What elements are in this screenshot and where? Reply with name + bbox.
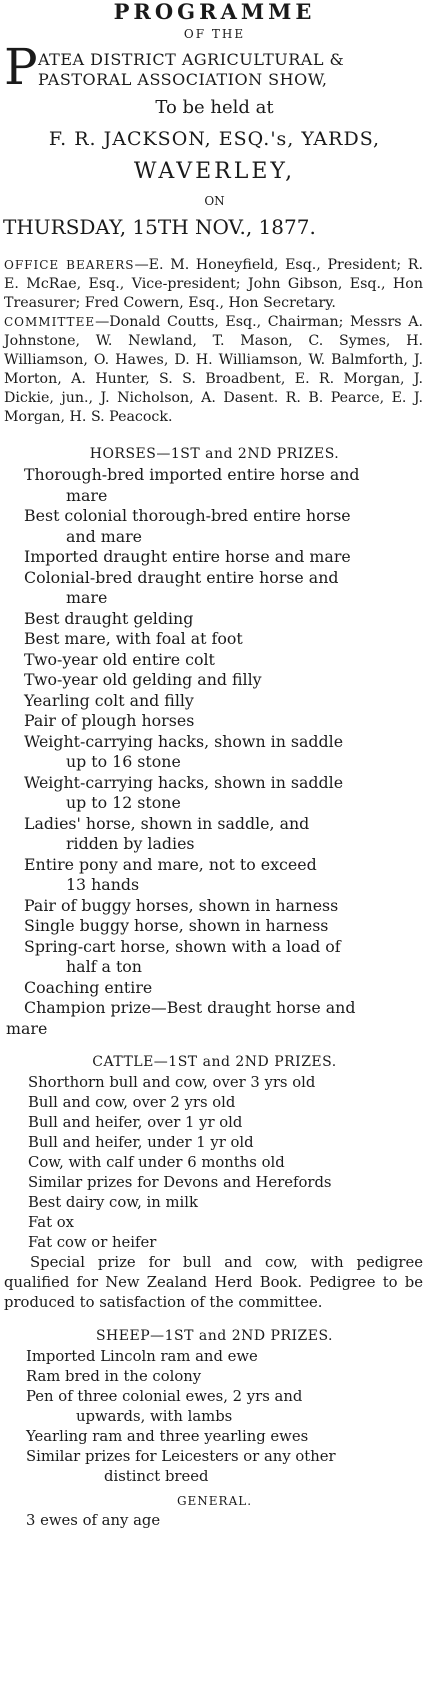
list-item-text: Best mare, with foal at foot [24, 629, 243, 648]
venue-line: F. R. JACKSON, ESQ.'s, YARDS, [48, 128, 381, 150]
list-item: Bull and heifer, over 1 yr old [28, 1114, 243, 1131]
list-item [0, 609, 421, 630]
drop-cap: P [4, 38, 38, 96]
list-item-continuation: mare [66, 485, 108, 505]
list-item [0, 629, 421, 650]
association-name [0, 38, 429, 96]
cattle-special-prize: Special prize for bull and cow, with pedigree qualified for New Zealand Herd Book. Pedigree to be produced to satisfaction of the committee. [4, 1254, 423, 1311]
list-item: Similar prizes for Devons and Herefords [28, 1174, 332, 1191]
of-the-line: OF THE [183, 27, 246, 41]
list-item [0, 998, 421, 1019]
horses-list [0, 465, 421, 1019]
list-item-continuation: and mare [66, 526, 143, 546]
list-item [0, 650, 421, 671]
sheep-list [0, 1347, 421, 1487]
list-item-continuation: distinct breed [104, 1468, 209, 1485]
office-bearers-text: —E. M. Honeyfield, Esq., President; R. E. McRae, Esq., Vice-president; John Gibson, Esq., Hon Treasurer; Fred Cowern, Esq., Hon Secretary. [4, 257, 424, 311]
list-item: Shorthorn bull and cow, over 3 yrs old [28, 1074, 316, 1091]
list-item-continuation: upwards, with lambs [76, 1408, 233, 1425]
horses-heading: HORSES—1ST and 2ND PRIZES. [89, 446, 340, 462]
list-item-continuation: up to 12 stone [66, 793, 181, 812]
list-item-text: Yearling ram and three yearling ewes [26, 1428, 309, 1445]
list-item-text: Pair of buggy horses, shown in harness [24, 895, 339, 915]
list-item-continuation: mare [66, 588, 108, 607]
list-item [0, 465, 421, 506]
list-item [0, 937, 421, 978]
list-item [0, 568, 421, 609]
list-item-text: Best colonial thorough-bred entire horse [24, 506, 351, 525]
list-item [0, 1447, 421, 1487]
list-item-text: Single buggy horse, shown in harness [24, 916, 329, 935]
held-at-line: To be held at [155, 97, 274, 118]
list-item-text: Ram bred in the colony [26, 1368, 202, 1385]
list-item [0, 855, 421, 896]
list-item [0, 547, 421, 568]
list-item [0, 711, 421, 732]
list-item [0, 732, 421, 773]
list-item-continuation: half a ton [66, 957, 142, 976]
office-bearers-label: OFFICE BEARERS [4, 258, 135, 272]
list-item: Cow, with calf under 6 months old [28, 1154, 285, 1171]
association-line-2: PASTORAL ASSOCIATION SHOW, [38, 70, 328, 89]
list-item [0, 814, 421, 855]
committee-paragraph [4, 313, 423, 427]
cattle-heading: CATTLE—1ST and 2ND PRIZES. [92, 1054, 337, 1070]
list-item-text: Entire pony and mare, not to exceed [24, 854, 317, 874]
list-item-text: Champion prize—Best draught horse and [24, 998, 356, 1017]
list-item-text: Weight-carrying hacks, shown in saddle [24, 772, 344, 792]
list-item [0, 691, 421, 712]
list-item: Best dairy cow, in milk [28, 1194, 198, 1211]
list-item [0, 1427, 421, 1447]
list-item: Fat cow or heifer [28, 1234, 157, 1251]
committee-label: COMMITTEE [4, 315, 96, 329]
association-line-1: ATEA DISTRICT AGRICULTURAL & [38, 50, 345, 69]
list-item: Fat ox [28, 1214, 74, 1231]
list-item-text: Colonial-bred draught entire horse and [24, 567, 339, 587]
list-item [0, 506, 421, 547]
list-item [0, 670, 421, 691]
event-date: THURSDAY, 15TH NOV., 1877. [3, 215, 316, 239]
sheep-heading: SHEEP—1ST and 2ND PRIZES. [95, 1328, 334, 1344]
programme-title: PROGRAMME [113, 0, 316, 24]
list-item [0, 978, 421, 999]
list-item [0, 916, 421, 937]
list-item-text: Ladies' horse, shown in saddle, and [24, 813, 310, 833]
list-item-text: Spring-cart horse, shown with a load of [24, 936, 341, 956]
list-item-text: Pen of three colonial ewes, 2 yrs and [26, 1388, 303, 1405]
general-heading: GENERAL. [176, 1494, 253, 1508]
list-item [0, 773, 421, 814]
list-item-continuation: ridden by ladies [66, 834, 195, 853]
committee-text: —Donald Coutts, Esq., Chairman; Messrs A. Johnstone, W. Newland, T. Mason, C. Symes, H. Williamson, O. Hawes, D. H. Williamson, W. Balmforth, J. Morton, A. Hunter, S. S. Broadbent, E. R. Morgan, J. Dickie, jun., J. Nicholson, A. Dasent. R. B. Pearce, E. J. Morgan, H. S. Peacock. [4, 314, 423, 425]
list-item-text: Imported draught entire horse and mare [24, 547, 351, 566]
list-item: Bull and heifer, under 1 yr old [28, 1134, 254, 1151]
list-item-text: Coaching entire [24, 977, 153, 997]
list-item-text: Yearling colt and filly [24, 690, 194, 710]
list-item-text: Similar prizes for Leicesters or any other [26, 1448, 336, 1465]
on-line: ON [204, 194, 225, 208]
list-item-text: Two-year old entire colt [24, 649, 215, 669]
list-item-text: Pair of plough horses [24, 711, 195, 730]
list-item-continuation: 13 hands [66, 875, 140, 894]
list-item-text: Best draught gelding [24, 608, 194, 628]
list-item-text: Thorough-bred imported entire horse and [24, 465, 360, 484]
list-item [0, 896, 421, 917]
list-item: Bull and cow, over 2 yrs old [28, 1094, 236, 1111]
list-item [0, 1367, 421, 1387]
list-item [0, 1387, 421, 1427]
list-item-text: Weight-carrying hacks, shown in saddle [24, 731, 344, 751]
list-item-text: Imported Lincoln ram and ewe [26, 1348, 258, 1365]
town-line: WAVERLEY, [133, 159, 296, 184]
general-list [0, 1511, 421, 1531]
cattle-list [0, 1073, 421, 1253]
office-bearers-paragraph [4, 256, 423, 313]
list-item: 3 ewes of any age [26, 1512, 161, 1529]
list-item-text: Two-year old gelding and filly [24, 670, 262, 689]
horses-list-tail: mare [6, 1018, 48, 1038]
list-item-continuation: up to 16 stone [66, 752, 181, 771]
list-item [0, 1347, 421, 1367]
